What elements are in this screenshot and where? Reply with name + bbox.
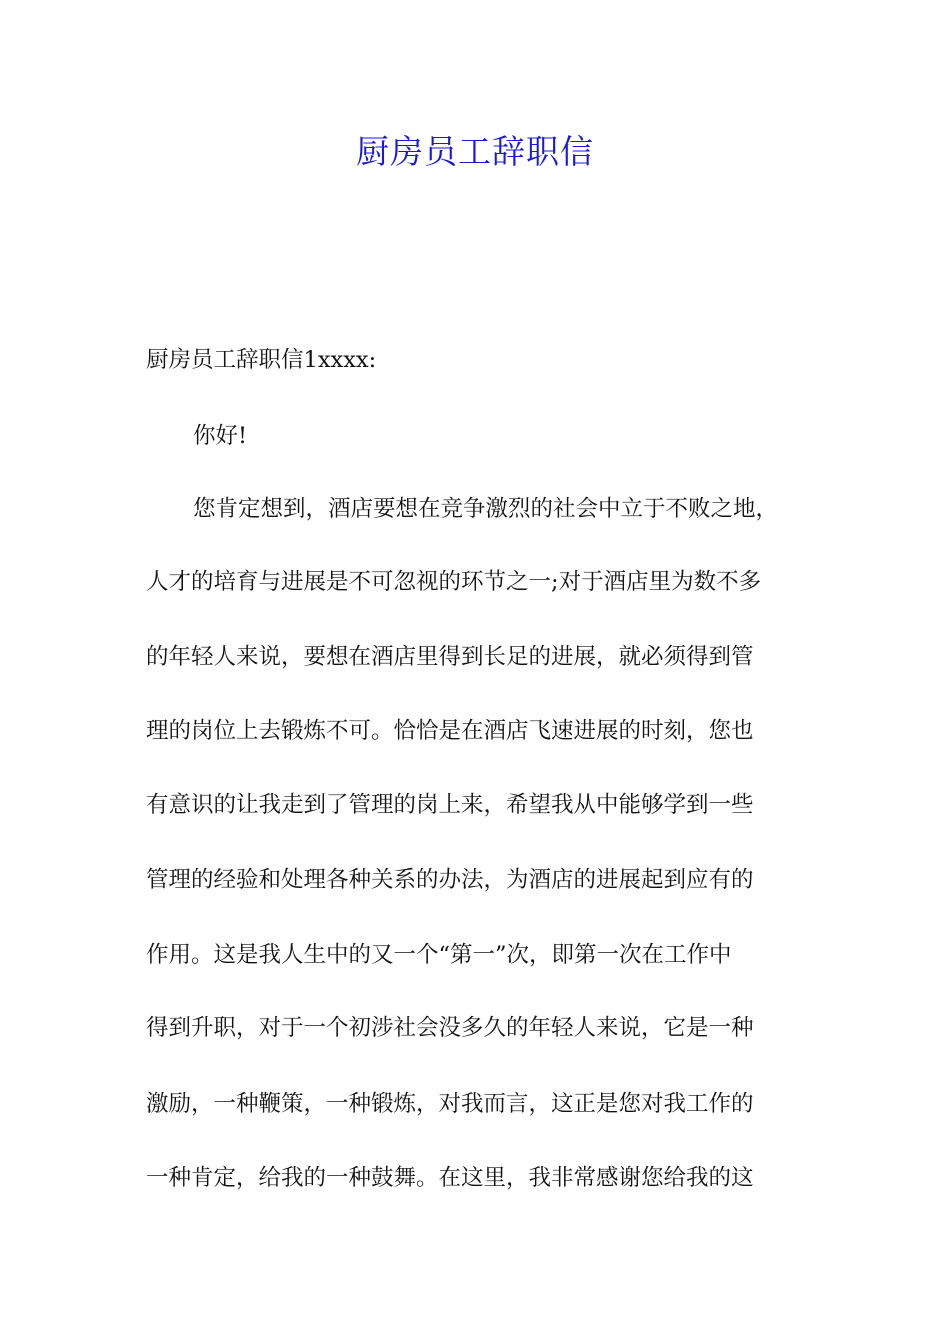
body-line-3: 的年轻人来说，要想在酒店里得到长足的进展，就必须得到管 — [146, 644, 754, 670]
body-line-2: 人才的培育与进展是不可忽视的环节之一;对于酒店里为数不多 — [146, 569, 762, 595]
body-line-9: 激励，一种鞭策，一种锻炼，对我而言，这正是您对我工作的 — [146, 1091, 754, 1117]
body-line-7: 作用。这是我人生中的又一个“第一”次，即第一次在工作中 — [146, 942, 732, 968]
letter-salutation: 厨房员工辞职信1xxxx: — [146, 347, 377, 373]
body-line-4: 理的岗位上去锻炼不可。恰恰是在酒店飞速进展的时刻，您也 — [146, 718, 754, 744]
body-line-8: 得到升职，对于一个初涉社会没多久的年轻人来说，它是一种 — [146, 1015, 754, 1041]
body-line-6: 管理的经验和处理各种关系的办法，为酒店的进展起到应有的 — [146, 867, 754, 893]
body-line-10: 一种肯定，给我的一种鼓舞。在这里，我非常感谢您给我的这 — [146, 1165, 754, 1191]
document-title: 厨房员工辞职信 — [356, 132, 594, 171]
letter-greeting: 你好! — [193, 423, 248, 449]
body-line-1: 您肯定想到，酒店要想在竞争激烈的社会中立于不败之地， — [193, 496, 779, 522]
body-line-5: 有意识的让我走到了管理的岗上来，希望我从中能够学到一些 — [146, 792, 754, 818]
